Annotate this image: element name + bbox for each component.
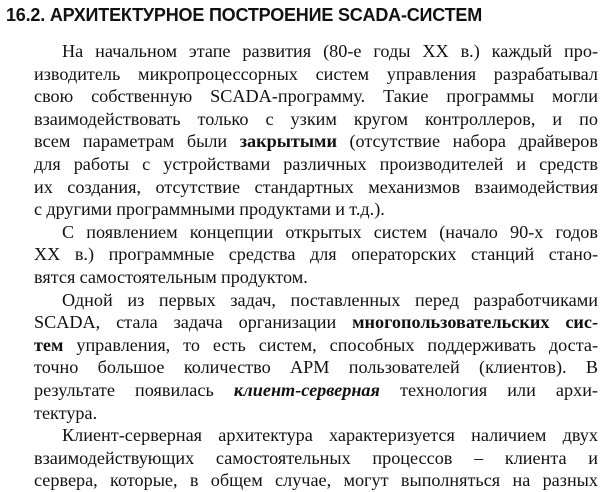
- text-fragment: технология или архи-: [379, 379, 598, 400]
- bold-term: закрытыми: [239, 131, 337, 152]
- text-fragment: управления, то есть систем, способных поддерживать доста-: [63, 334, 598, 355]
- text-line: для работы с устройствами различных производителей и средств: [34, 153, 598, 174]
- paragraph-3: [6, 289, 598, 425]
- text-line: изводитель микропроцессорных систем управления разрабатывал: [34, 63, 598, 84]
- text-line: [6, 130, 598, 153]
- document-page: [6, 4, 598, 492]
- text-line: [6, 311, 598, 334]
- text-line: точно большое количество АРМ пользователей (клиентов). В: [34, 357, 598, 378]
- text-line: С появлением концепции открытых систем (начало 90-х годов: [62, 221, 598, 242]
- text-line: их создания, отсутствие стандартных механизмов взаимодействия: [34, 176, 598, 197]
- text-line: с другими программными продуктами и т.д.).: [34, 199, 385, 220]
- text-line: [6, 334, 598, 357]
- text-line: взаимодействовать только с узким кругом контроллеров, и по: [34, 108, 598, 129]
- text-line: [6, 379, 598, 402]
- text-line: вятся самостоятельным продуктом.: [34, 266, 308, 287]
- text-fragment: всем параметрам были: [34, 131, 240, 152]
- text-line: На начальном этапе развития (80-е годы XX в.) каждый про-: [62, 41, 598, 61]
- paragraph-1: [6, 40, 598, 221]
- text-line: Одной из первых задач, поставленных перед разработчиками: [62, 289, 598, 310]
- text-fragment: (отсутствие набора драйверов: [336, 131, 598, 152]
- text-line: тектура.: [34, 402, 98, 423]
- text-line: XX в.) программные средства для операторских станций стано-: [34, 244, 598, 265]
- text-line: свою собственную SCADA-программу. Такие программы могли: [34, 86, 598, 107]
- text-line: взаимодействующих самостоятельных процессов – клиента и: [34, 447, 598, 468]
- text-fragment: SCADA, стала задача организации: [34, 312, 353, 333]
- text-line: Клиент-серверная архитектура характеризуется наличием двух: [62, 425, 598, 446]
- paragraph-2: [6, 221, 598, 289]
- text-line: сервера, которые, в общем случае, могут выполняться на разных: [34, 470, 598, 491]
- bold-term: тем: [34, 334, 64, 355]
- bold-term: многопользовательских сис-: [352, 312, 598, 333]
- section-heading: 16.2. АРХИТЕКТУРНОЕ ПОСТРОЕНИЕ SCADA-СИСТЕМ: [6, 5, 483, 25]
- bold-italic-term: клиент-серверная: [233, 379, 380, 400]
- text-fragment: результате появилась: [34, 379, 234, 400]
- paragraph-4: [6, 424, 598, 492]
